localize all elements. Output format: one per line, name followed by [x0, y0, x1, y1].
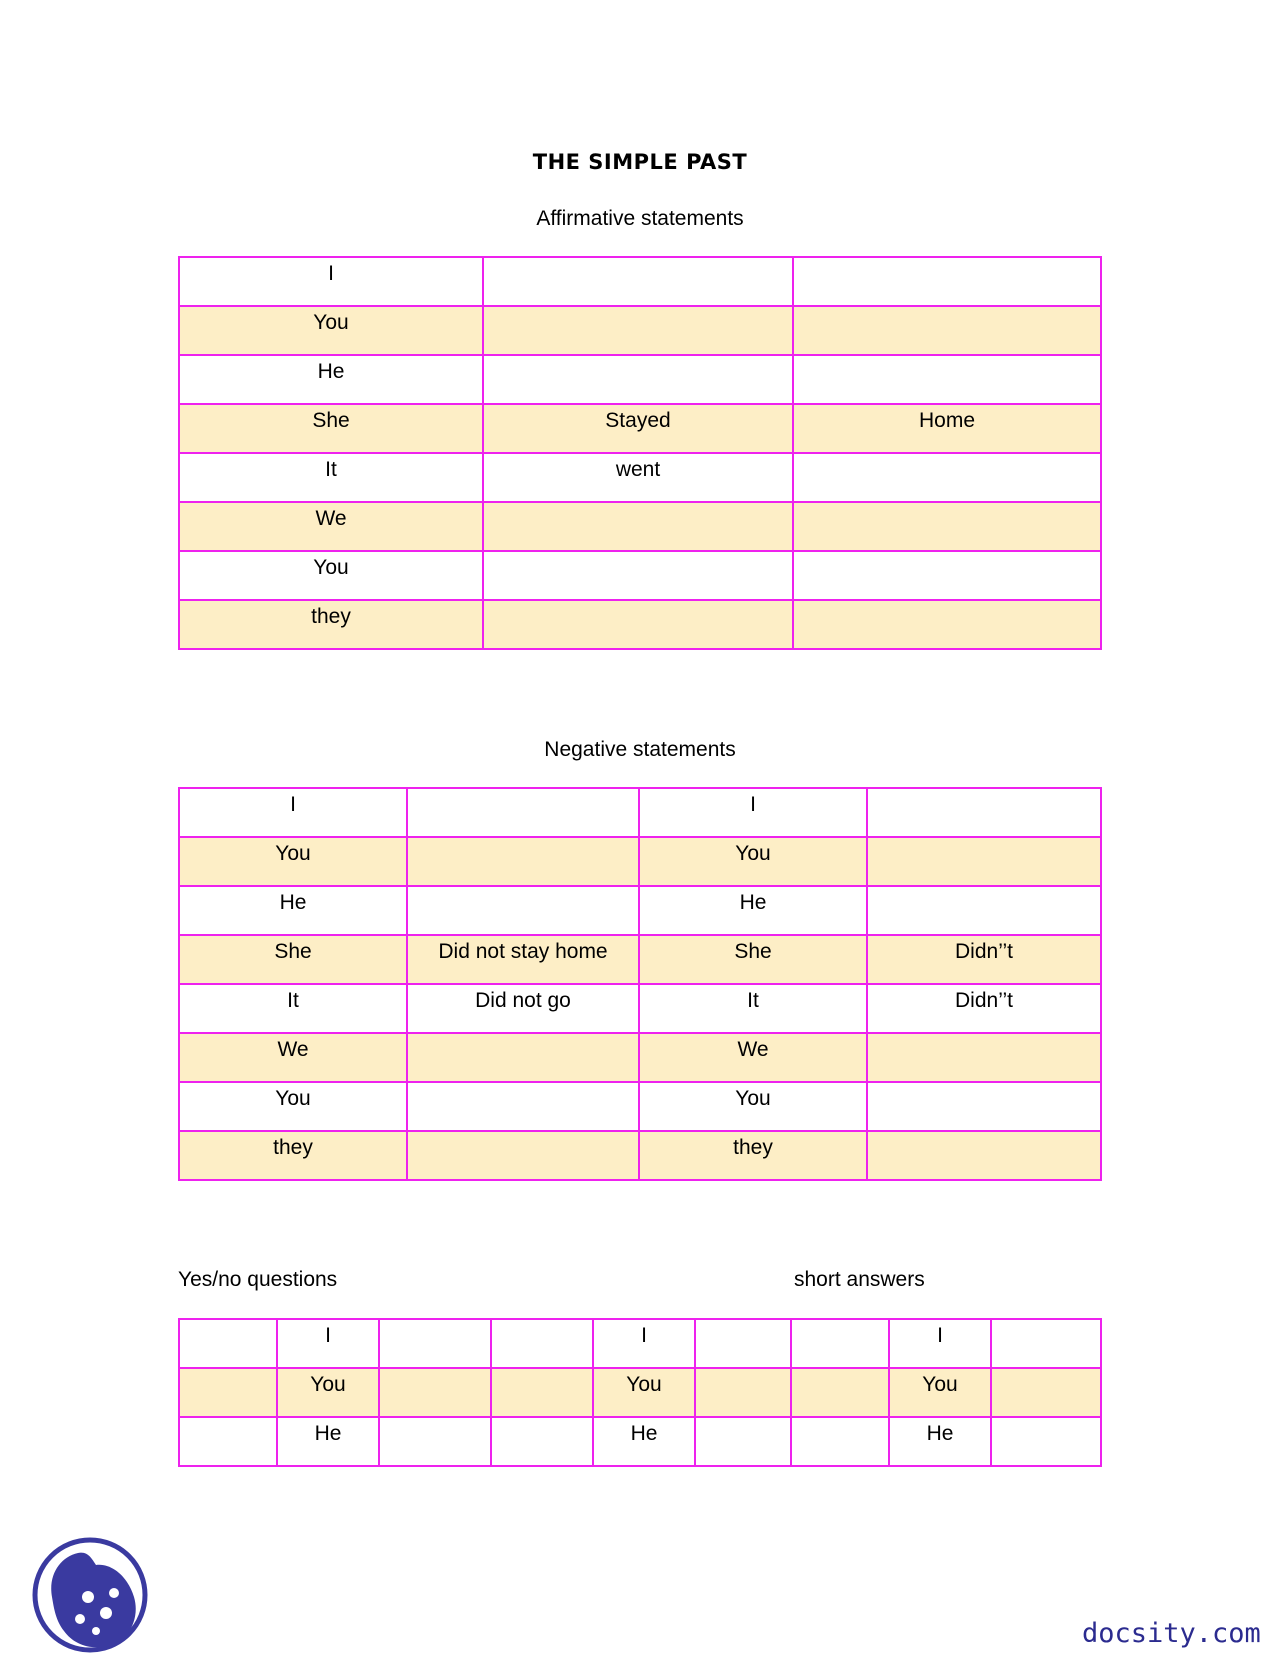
questions-table [178, 1318, 1102, 1467]
negative-cell: It [639, 984, 867, 1033]
negative-row [179, 935, 1101, 984]
affirmative-row [179, 404, 1101, 453]
negative-row [179, 837, 1101, 886]
negative-cell [867, 788, 1101, 837]
negative-cell [407, 788, 639, 837]
questions-cell [179, 1319, 277, 1368]
negative-cell: Didn’’t [867, 935, 1101, 984]
questions-cell [379, 1417, 491, 1466]
affirmative-cell [483, 551, 793, 600]
questions-cell [791, 1319, 889, 1368]
negative-cell: She [639, 935, 867, 984]
affirmative-cell: She [179, 404, 483, 453]
affirmative-cell [793, 551, 1101, 600]
questions-cell [695, 1368, 791, 1417]
questions-cell [179, 1368, 277, 1417]
questions-cell [991, 1417, 1101, 1466]
negative-row [179, 1033, 1101, 1082]
affirmative-cell: It [179, 453, 483, 502]
questions-cell: You [593, 1368, 695, 1417]
negative-cell: they [639, 1131, 867, 1180]
affirmative-cell [793, 257, 1101, 306]
negative-cell [867, 837, 1101, 886]
negative-heading: Negative statements [544, 738, 736, 761]
questions-row [179, 1319, 1101, 1368]
negative-row [179, 886, 1101, 935]
affirmative-cell [793, 355, 1101, 404]
affirmative-row [179, 257, 1101, 306]
negative-table [178, 787, 1102, 1181]
docsity-logo-icon [30, 1535, 148, 1653]
affirmative-cell [793, 453, 1101, 502]
negative-cell: We [179, 1033, 407, 1082]
questions-cell [791, 1417, 889, 1466]
negative-row [179, 788, 1101, 837]
questions-cell [791, 1368, 889, 1417]
negative-cell: You [179, 1082, 407, 1131]
brand-watermark[interactable]: docsity.com [1082, 1618, 1261, 1649]
questions-row [179, 1417, 1101, 1466]
negative-cell [867, 1033, 1101, 1082]
negative-row [179, 1082, 1101, 1131]
negative-cell [407, 1131, 639, 1180]
affirmative-row [179, 600, 1101, 649]
negative-row [179, 984, 1101, 1033]
questions-cell: He [889, 1417, 991, 1466]
affirmative-cell [793, 306, 1101, 355]
affirmative-cell [483, 257, 793, 306]
questions-cell: You [889, 1368, 991, 1417]
negative-cell: He [639, 886, 867, 935]
questions-cell [695, 1417, 791, 1466]
questions-cell [991, 1319, 1101, 1368]
negative-cell: He [179, 886, 407, 935]
short-answers-heading: short answers [794, 1268, 925, 1291]
questions-cell [695, 1319, 791, 1368]
affirmative-cell [483, 306, 793, 355]
page-title: THE SIMPLE PAST [532, 150, 748, 174]
affirmative-cell: they [179, 600, 483, 649]
questions-cell [491, 1319, 593, 1368]
affirmative-row [179, 306, 1101, 355]
affirmative-cell: We [179, 502, 483, 551]
negative-cell: I [639, 788, 867, 837]
affirmative-row [179, 551, 1101, 600]
negative-cell: Did not go [407, 984, 639, 1033]
negative-cell [407, 1082, 639, 1131]
affirmative-cell: You [179, 551, 483, 600]
affirmative-heading: Affirmative statements [536, 207, 744, 230]
questions-heading: Yes/no questions [178, 1268, 338, 1291]
negative-cell [867, 886, 1101, 935]
negative-cell [867, 1082, 1101, 1131]
questions-cell: I [277, 1319, 379, 1368]
affirmative-table [178, 256, 1102, 650]
affirmative-cell: He [179, 355, 483, 404]
affirmative-cell: went [483, 453, 793, 502]
affirmative-cell [483, 355, 793, 404]
negative-cell [407, 886, 639, 935]
affirmative-cell [483, 600, 793, 649]
questions-row [179, 1368, 1101, 1417]
negative-cell [407, 1033, 639, 1082]
questions-cell: I [889, 1319, 991, 1368]
questions-cell [991, 1368, 1101, 1417]
questions-cell [379, 1368, 491, 1417]
negative-cell: She [179, 935, 407, 984]
negative-cell: Did not stay home [407, 935, 639, 984]
affirmative-row [179, 355, 1101, 404]
questions-cell [491, 1417, 593, 1466]
affirmative-cell [793, 502, 1101, 551]
affirmative-cell: I [179, 257, 483, 306]
affirmative-cell: Stayed [483, 404, 793, 453]
negative-cell: We [639, 1033, 867, 1082]
negative-cell [867, 1131, 1101, 1180]
negative-cell [407, 837, 639, 886]
negative-cell: You [639, 837, 867, 886]
negative-cell: It [179, 984, 407, 1033]
questions-cell: I [593, 1319, 695, 1368]
questions-cell: You [277, 1368, 379, 1417]
questions-cell [491, 1368, 593, 1417]
questions-cell: He [277, 1417, 379, 1466]
questions-cell [179, 1417, 277, 1466]
questions-cell: He [593, 1417, 695, 1466]
affirmative-cell: Home [793, 404, 1101, 453]
negative-cell: You [179, 837, 407, 886]
negative-cell: You [639, 1082, 867, 1131]
affirmative-cell [483, 502, 793, 551]
affirmative-row [179, 453, 1101, 502]
questions-cell [379, 1319, 491, 1368]
negative-cell: Didn’’t [867, 984, 1101, 1033]
affirmative-cell: You [179, 306, 483, 355]
negative-row [179, 1131, 1101, 1180]
affirmative-row [179, 502, 1101, 551]
negative-cell: they [179, 1131, 407, 1180]
affirmative-cell [793, 600, 1101, 649]
negative-cell: I [179, 788, 407, 837]
